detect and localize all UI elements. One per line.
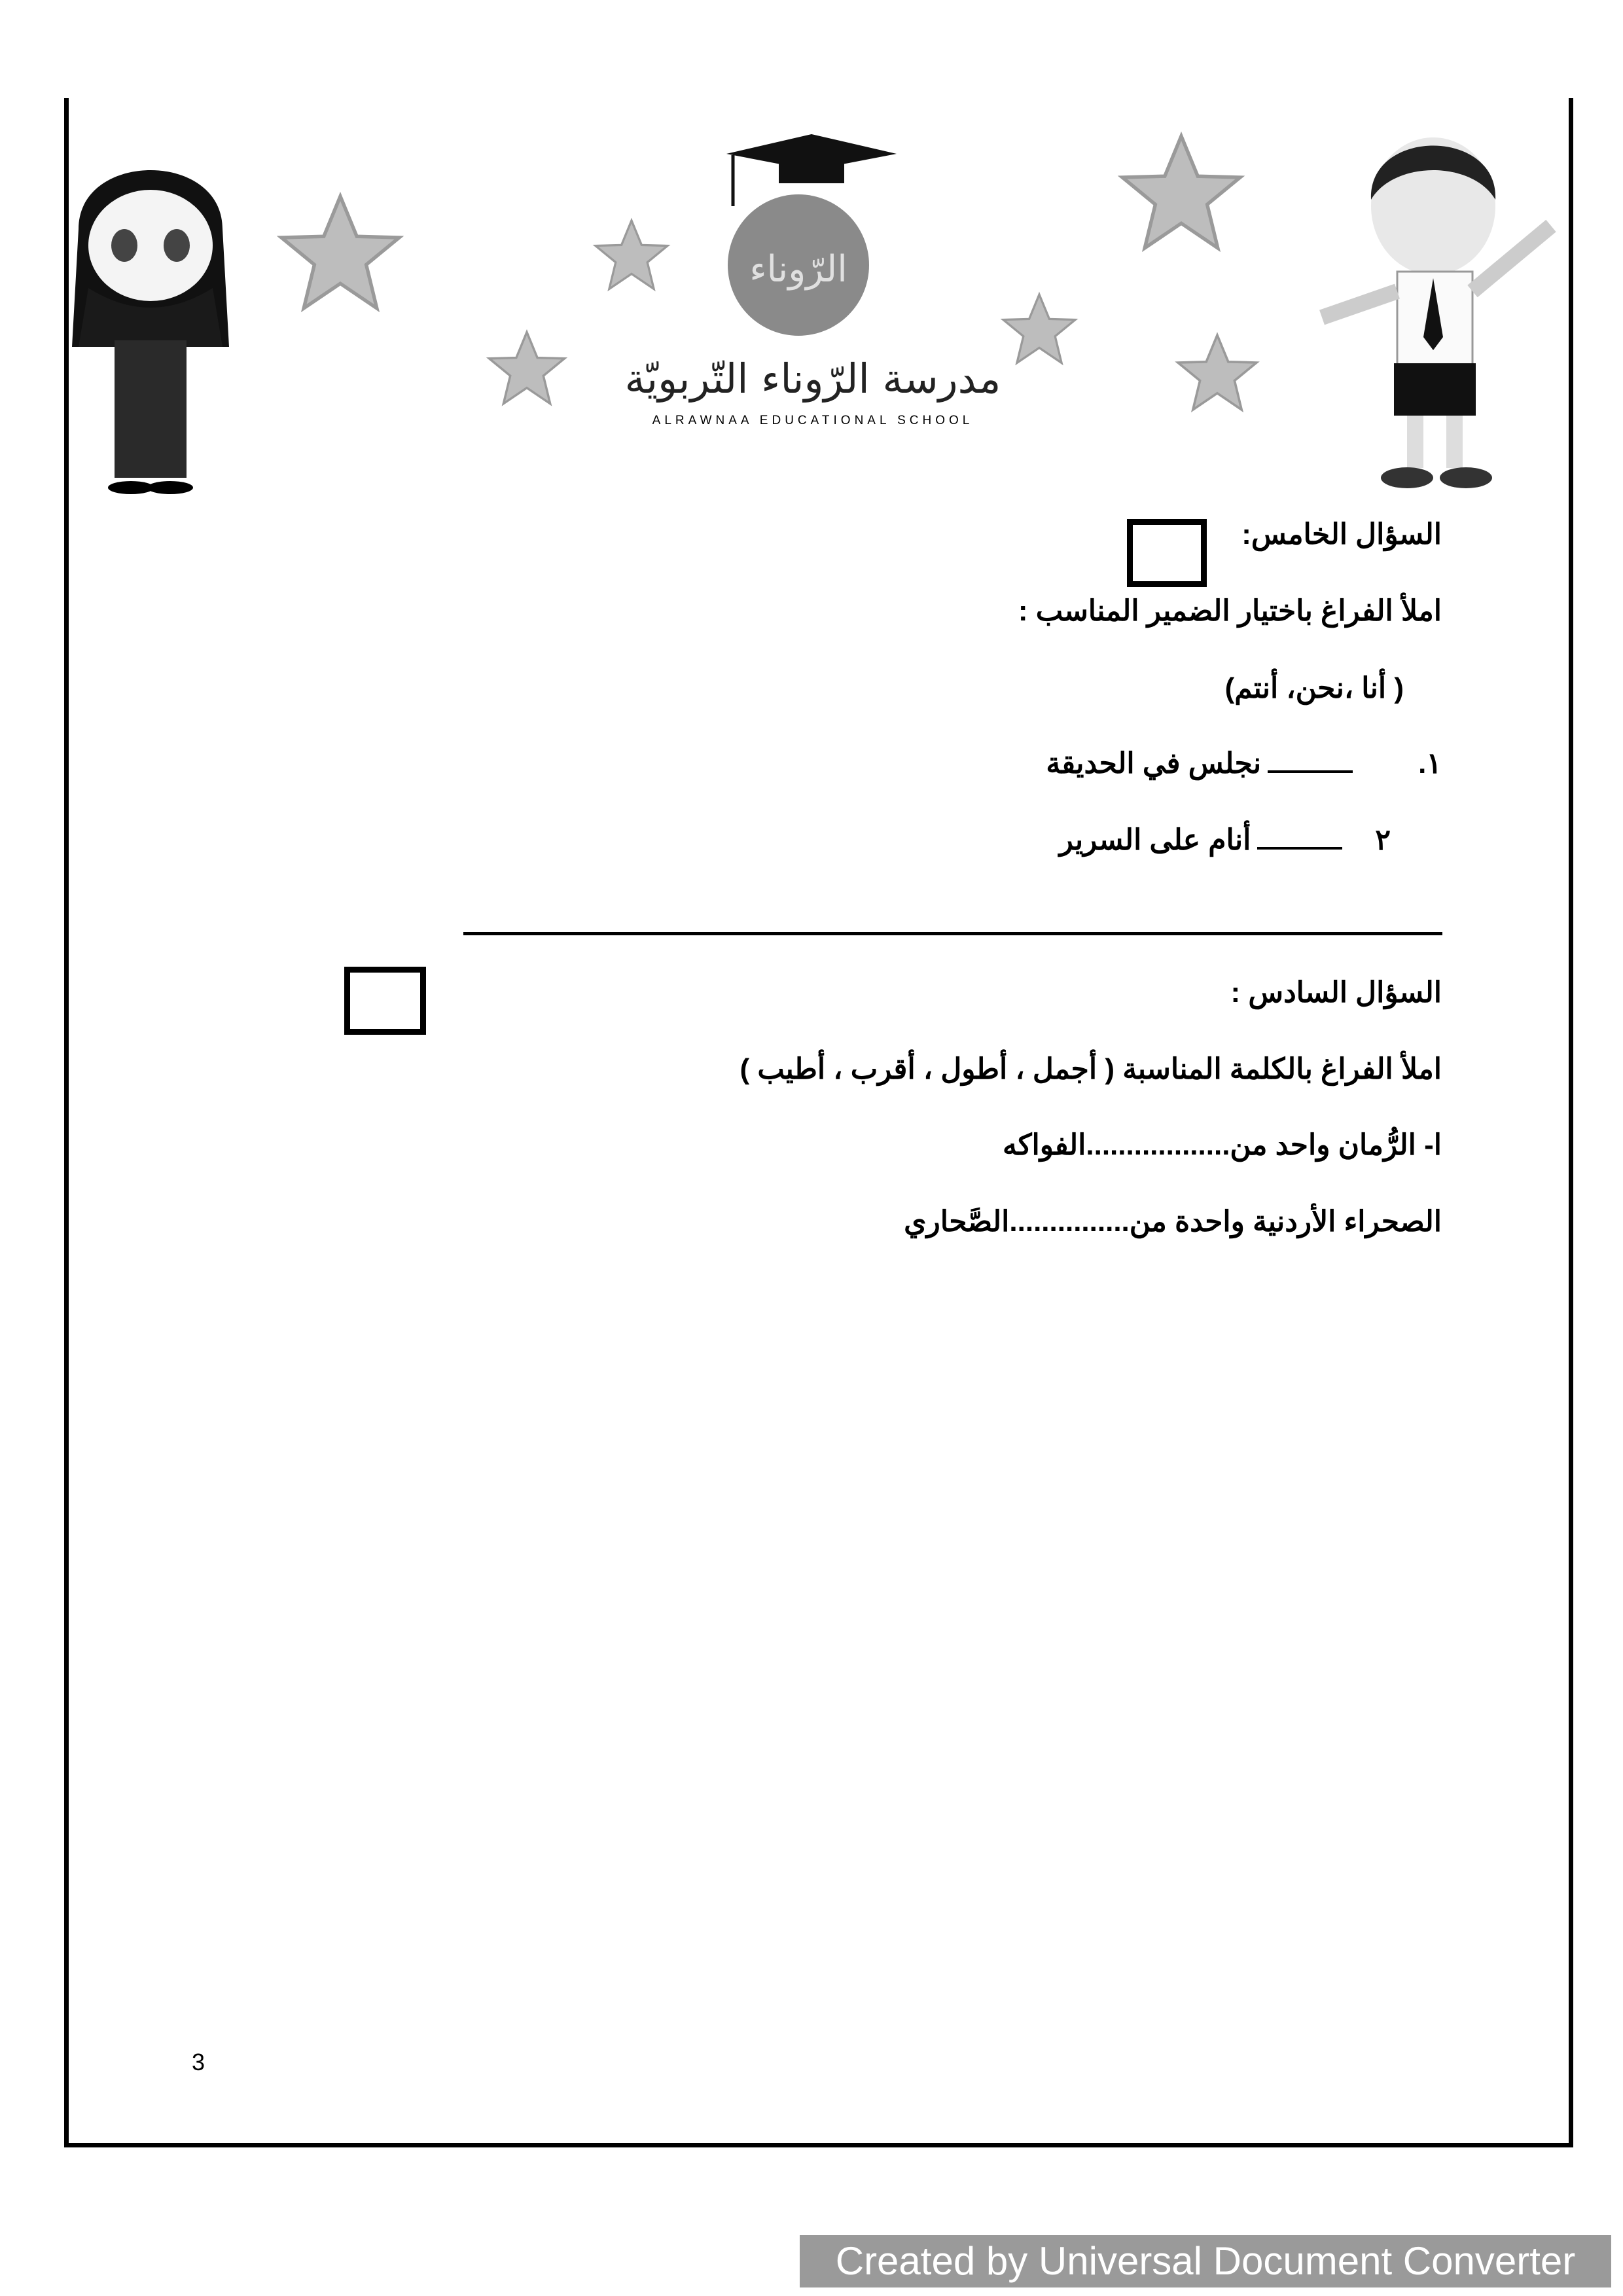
q5-instruction: املأ الفراغ باختيار الضمير المناسب :: [1018, 595, 1442, 627]
item-text: الصحراء الأردنية واحدة من: [1129, 1206, 1442, 1238]
item-text: أنام على السرير: [1059, 824, 1251, 856]
item-text: الفواكه: [1002, 1129, 1086, 1161]
answer-blank[interactable]: [1268, 770, 1353, 773]
boy-illustration: [1315, 121, 1564, 507]
q6-item-1: [1003, 1131, 1442, 1160]
q5-title: السؤال الخامس:: [1241, 518, 1442, 550]
answer-blank[interactable]: ...............: [1009, 1206, 1130, 1238]
page-number: 3: [192, 2049, 205, 2075]
q5-score-box[interactable]: [1127, 519, 1207, 587]
logo-circle: [723, 190, 874, 340]
item-text: الصَّحاري: [904, 1206, 1010, 1238]
star-icon: [281, 196, 399, 308]
q5-options: ( أنا ،نحن، أنتم): [1224, 672, 1404, 704]
section-divider: [463, 932, 1442, 935]
school-name-english: ALRAWNAA EDUCATIONAL SCHOOL: [652, 414, 974, 427]
q6-score-box[interactable]: [344, 967, 426, 1035]
answer-blank[interactable]: [1257, 847, 1342, 850]
q6-instruction: املأ الفراغ بالكلمة المناسبة ( أجمل ، أطول ، أقرب ، أطيب ): [740, 1053, 1442, 1085]
answer-blank[interactable]: ..................: [1086, 1129, 1230, 1161]
q6-title: السؤال السادس :: [1230, 977, 1442, 1009]
q5-item-2: [1060, 826, 1391, 855]
q5-item-1: [1046, 749, 1442, 778]
q6-item-2: [904, 1208, 1442, 1236]
girl-illustration: [52, 131, 249, 511]
star-icon: [1003, 295, 1075, 363]
school-name-arabic: مدرسة الرّوناء التّربويّة: [624, 355, 1001, 403]
star-icon: [1122, 136, 1240, 248]
logo-monogram: الرّوناء: [749, 248, 847, 291]
item-text: ا- الرُّمان واحد من: [1230, 1129, 1442, 1161]
item-number: ٢: [1375, 824, 1391, 856]
item-text: نجلس في الحديقة: [1046, 747, 1262, 780]
star-icon: [596, 221, 668, 289]
star-icon: [1178, 335, 1257, 410]
item-number: ١.: [1418, 747, 1442, 780]
watermark: Created by Universal Document Converter: [800, 2235, 1611, 2287]
